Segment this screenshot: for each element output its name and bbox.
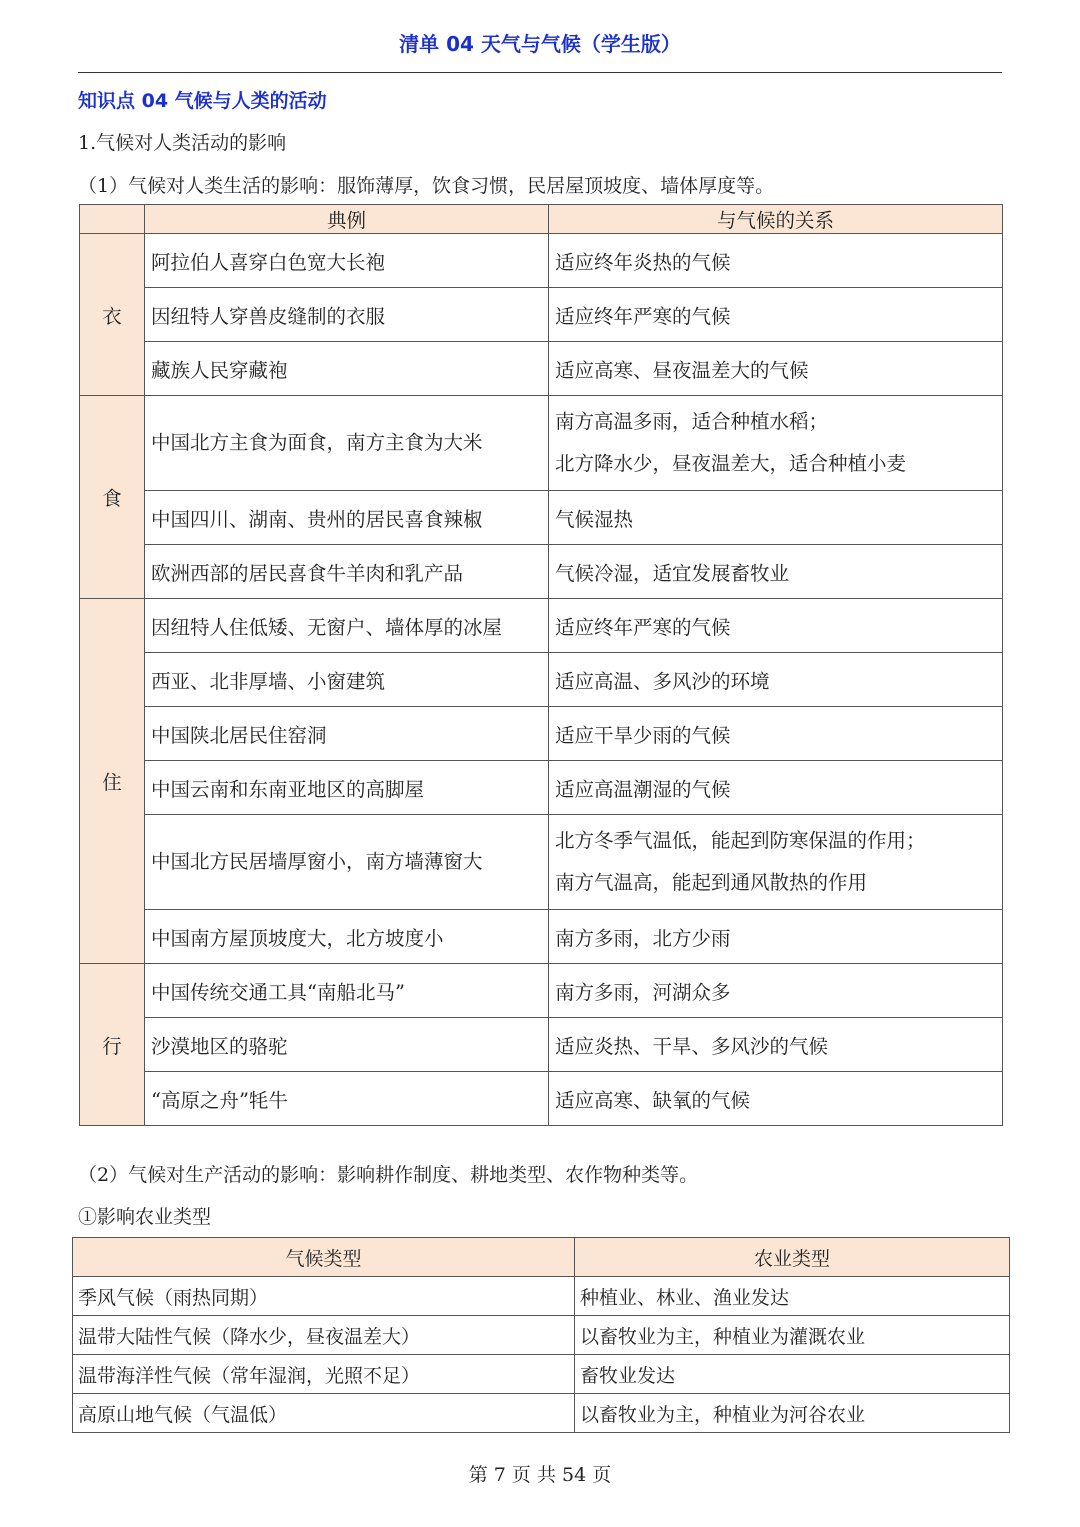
point-1-title: 1.气候对人类活动的影响 — [78, 132, 287, 154]
table-row — [80, 910, 1003, 964]
table-row — [80, 707, 1003, 761]
example-cell: 中国南方屋顶坡度大，北方坡度小 — [145, 910, 549, 964]
subpoint-2a-text: ①影响农业类型 — [78, 1206, 212, 1228]
example-cell: 中国四川、湖南、贵州的居民喜食辣椒 — [145, 491, 549, 545]
relation-cell: 适应高温潮湿的气候 — [549, 761, 1003, 815]
relation-cell: 气候湿热 — [549, 491, 1003, 545]
table-row — [73, 1277, 1010, 1316]
table-row — [80, 545, 1003, 599]
table-header-row — [73, 1238, 1010, 1277]
example-cell: 中国北方民居墙厚窗小，南方墙薄窗大 — [145, 815, 549, 910]
table-row — [80, 761, 1003, 815]
relation-line: 北方冬季气温低，能起到防寒保温的作用； — [555, 829, 926, 852]
page-header-title: 清单 04 天气与气候（学生版） — [399, 32, 681, 56]
example-cell: 欧洲西部的居民喜食牛羊肉和乳产品 — [145, 545, 549, 599]
example-cell: 阿拉伯人喜穿白色宽大长袍 — [145, 234, 549, 288]
example-cell: 因纽特人穿兽皮缝制的衣服 — [145, 288, 549, 342]
relation-cell: 适应干旱少雨的气候 — [549, 707, 1003, 761]
relation-cell: 气候冷湿，适宜发展畜牧业 — [549, 545, 1003, 599]
header-cell-agriculture: 农业类型 — [575, 1238, 1010, 1277]
example-cell: 中国陕北居民住窑洞 — [145, 707, 549, 761]
relation-cell: 南方多雨，河湖众多 — [549, 964, 1003, 1018]
table-row — [80, 964, 1003, 1018]
agriculture-cell: 以畜牧业为主，种植业为河谷农业 — [575, 1394, 1010, 1433]
climate-cell: 季风气候（雨热同期） — [73, 1277, 575, 1316]
agriculture-cell: 畜牧业发达 — [575, 1355, 1010, 1394]
example-cell: “高原之舟”牦牛 — [145, 1072, 549, 1126]
table-row — [73, 1355, 1010, 1394]
relation-cell — [549, 815, 1003, 910]
category-cell-clothing: 衣 — [80, 234, 145, 396]
table-header-row — [80, 205, 1003, 234]
relation-cell: 适应终年严寒的气候 — [549, 288, 1003, 342]
table-row — [73, 1394, 1010, 1433]
climate-cell: 温带海洋性气候（常年湿润，光照不足） — [73, 1355, 575, 1394]
header-cell-relation: 与气候的关系 — [549, 205, 1003, 234]
relation-cell: 适应高寒、昼夜温差大的气候 — [549, 342, 1003, 396]
table-row — [80, 342, 1003, 396]
life-influence-table — [79, 204, 1003, 1126]
example-cell: 中国传统交通工具“南船北马” — [145, 964, 549, 1018]
example-cell: 沙漠地区的骆驼 — [145, 1018, 549, 1072]
table-row — [80, 288, 1003, 342]
category-cell-transport: 行 — [80, 964, 145, 1126]
relation-cell: 适应终年炎热的气候 — [549, 234, 1003, 288]
relation-cell: 南方多雨，北方少雨 — [549, 910, 1003, 964]
table-row — [80, 491, 1003, 545]
climate-cell: 高原山地气候（气温低） — [73, 1394, 575, 1433]
category-cell-food: 食 — [80, 396, 145, 599]
section-title: 知识点 04 气候与人类的活动 — [78, 90, 327, 112]
relation-cell — [549, 396, 1003, 491]
category-cell-housing: 住 — [80, 599, 145, 964]
subpoint-1-text: （1）气候对人类生活的影响：服饰薄厚，饮食习惯，民居屋顶坡度、墙体厚度等。 — [78, 175, 775, 197]
table-row — [80, 396, 1003, 491]
relation-cell: 适应高寒、缺氧的气候 — [549, 1072, 1003, 1126]
table-row — [80, 653, 1003, 707]
agriculture-type-table — [72, 1237, 1010, 1433]
table-row — [80, 1018, 1003, 1072]
subpoint-2-text: （2）气候对生产活动的影响：影响耕作制度、耕地类型、农作物种类等。 — [78, 1164, 699, 1186]
header-cell-climate: 气候类型 — [73, 1238, 575, 1277]
example-cell: 中国云南和东南亚地区的高脚屋 — [145, 761, 549, 815]
example-cell: 因纽特人住低矮、无窗户、墙体厚的冰屋 — [145, 599, 549, 653]
header-divider — [78, 72, 1002, 73]
table-row — [80, 815, 1003, 910]
header-cell-category — [80, 205, 145, 234]
relation-cell: 适应炎热、干旱、多风沙的气候 — [549, 1018, 1003, 1072]
climate-cell: 温带大陆性气候（降水少，昼夜温差大） — [73, 1316, 575, 1355]
relation-line: 南方气温高，能起到通风散热的作用 — [555, 871, 868, 894]
table-row — [80, 1072, 1003, 1126]
example-cell: 中国北方主食为面食，南方主食为大米 — [145, 396, 549, 491]
table-row — [73, 1316, 1010, 1355]
relation-cell: 适应高温、多风沙的环境 — [549, 653, 1003, 707]
agriculture-cell: 种植业、林业、渔业发达 — [575, 1277, 1010, 1316]
relation-line: 北方降水少，昼夜温差大，适合种植小麦 — [555, 452, 907, 475]
agriculture-cell: 以畜牧业为主，种植业为灌溉农业 — [575, 1316, 1010, 1355]
table-row — [80, 234, 1003, 288]
table-row — [80, 599, 1003, 653]
relation-line: 南方高温多雨，适合种植水稻； — [555, 410, 829, 433]
relation-cell: 适应终年严寒的气候 — [549, 599, 1003, 653]
header-cell-example: 典例 — [145, 205, 549, 234]
example-cell: 西亚、北非厚墙、小窗建筑 — [145, 653, 549, 707]
page-footer: 第 7 页 共 54 页 — [468, 1464, 612, 1486]
example-cell: 藏族人民穿藏袍 — [145, 342, 549, 396]
